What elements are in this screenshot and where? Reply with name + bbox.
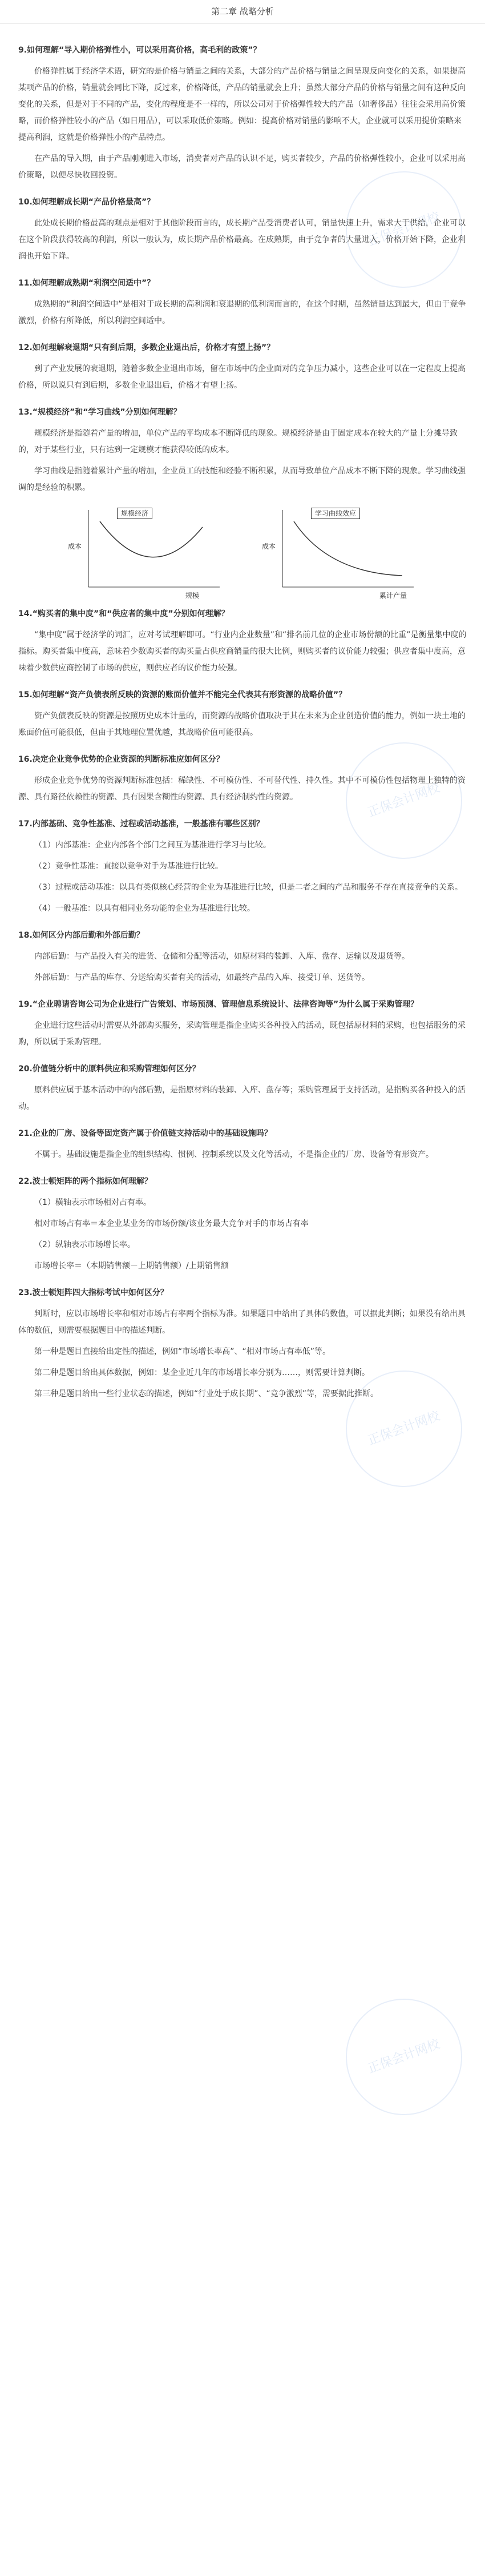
question-heading: 15.如何理解“资产负债表所反映的资源的账面价值并不能完全代表其有形资源的战略价值”？ <box>18 690 347 700</box>
figure-x-label: 规模 <box>185 592 200 600</box>
figure-x-label: 累计产量 <box>379 592 407 600</box>
question-heading: 20.价值链分析中的原料供应和采购管理如何区分？ <box>18 1064 200 1074</box>
answer-paragraph: 原料供应属于基本活动中的内部后勤，是指原材料的装卸、入库、盘存等；采购管理属于支持活动，是指购买各种投入的活动。 <box>18 1086 466 1111</box>
figure-y-label: 成本 <box>68 542 82 550</box>
question-heading: 14.“购买者的集中度”和“供应者的集中度”分别如何理解？ <box>18 609 229 618</box>
answer-paragraph: 第三种是题目给出一些行业状态的描述，例如“行业处于成长期”、“竞争激烈”等，需要据此推断。 <box>34 1389 379 1398</box>
watermark: 正保会计网校 <box>329 1354 478 1503</box>
answer-paragraph: “集中度”属于经济学的词汇，应对考试理解即可。“行业内企业数量”和“排名前几位的企业市场份额的比重”是衡量集中度的指标。购买者集中度高，意味着少数购买者的购买量占供应商销量的很大比例，则购买者的议价能力较强；供应者集中度高，意味着少数供应商控制了市场的供应，则供应者的议价能力较强。 <box>18 630 467 673</box>
question-heading: 13.“规模经济”和“学习曲线”分别如何理解？ <box>18 408 181 417</box>
question-heading: 19.“企业聘请咨询公司为企业进行广告策划、市场预测、管理信息系统设计、法律咨询等”为什么属于采购管理？ <box>18 1000 419 1009</box>
answer-paragraph: 市场增长率＝（本期销售额－上期销售额）/上期销售额 <box>34 1261 229 1271</box>
page-header <box>0 0 485 23</box>
answer-paragraph: 资产负债表反映的资源是按照历史成本计量的，而资源的战略价值取决于其在未来为企业创造价值的能力，例如一块土地的账面价值可能很低，但由于其地理位置优越，其战略价值可能很高。 <box>18 712 466 737</box>
economies-figure <box>18 504 467 600</box>
question-heading: 10.如何理解成长期“产品价格最高”？ <box>18 198 155 207</box>
answer-paragraph: 在产品的导入期，由于产品刚刚进入市场，消费者对产品的认识不足，购买者较少，产品的价格弹性较小，企业可以采用高价策略，以便尽快收回投资。 <box>18 154 466 180</box>
answer-paragraph: 规模经济是指随着产量的增加，单位产品的平均成本不断降低的现象。规模经济是由于固定成本在较大的产量上分摊导致的，对于某些行业，只有达到一定规模才能获得较低的成本。 <box>18 429 458 455</box>
learning-curve-chart <box>260 504 419 600</box>
question-heading: 9.如何理解“导入期价格弹性小，可以采用高价格，高毛利的政策”？ <box>18 46 261 55</box>
answer-paragraph: 企业进行这些活动时需要从外部购买服务，采购管理是指企业购买各种投入的活动，既包括原材料的采购，也包括服务的采购，所以属于采购管理。 <box>18 1021 466 1047</box>
answer-paragraph: 第二种是题目给出具体数据，例如：某企业近几年的市场增长率分别为……，则需要计算判断。 <box>34 1368 370 1377</box>
question-heading: 18.如何区分内部后勤和外部后勤？ <box>18 931 144 940</box>
watermark: 正保会计网校 <box>329 726 478 875</box>
answer-paragraph: 形成企业竞争优势的资源判断标准包括：稀缺性、不可模仿性、不可替代性、持久性。其中不可模仿性包括物理上独特的资源、具有路径依赖性的资源、具有因果含糊性的资源、具有经济制约性的资源。 <box>18 776 466 802</box>
question-heading: 16.决定企业竞争优势的企业资源的判断标准应如何区分？ <box>18 755 224 764</box>
answer-paragraph: 到了产业发展的衰退期，随着多数企业退出市场，留在市场中的企业面对的竞争压力减小，这些企业可以在一定程度上提高价格，所以说只有到后期，多数企业退出后，价格才有望上扬。 <box>18 364 466 390</box>
question-heading: 22.波士顿矩阵的两个指标如何理解？ <box>18 1177 152 1186</box>
watermark: 正保会计网校 <box>329 1982 478 2131</box>
figure-box-label: 学习曲线效应 <box>311 508 360 519</box>
answer-paragraph: 价格弹性属于经济学术语，研究的是价格与销量之间的关系，大部分的产品价格与销量之间呈现反向变化的关系，如果提高某项产品的价格，销量就会同比下降，反过来，价格降低，产品的销量就会上升；虽然大部分产品的价格与销量之间有这种反向变化的关系，但是对于不同的产品，变化的程度是不一样的，所以公司对于价格弹性较大的产品（如奢侈品）往往会采用高价策略，而价格弹性较小的产品（如日用品），可以采取低价策略。例如：提高价格对销量的影响不大，企业就可以采用提价策略来提高利润，这就是价格弹性小的产品特点。 <box>18 67 466 142</box>
answer-paragraph: 内部后勤：与产品投入有关的进货、仓储和分配等活动，如原材料的装卸、入库、盘存、运输以及退货等。 <box>34 952 410 961</box>
answer-paragraph: （3）过程或活动基准：以具有类似核心经营的企业为基准进行比较，但是二者之间的产品和服务不存在直接竞争的关系。 <box>34 883 463 892</box>
answer-paragraph: （4）一般基准：以具有相同业务功能的企业为基准进行比较。 <box>34 904 255 913</box>
question-heading: 17.内部基础、竞争性基准、过程或活动基准，一般基准有哪些区别？ <box>18 819 264 829</box>
answer-paragraph: （2）竞争性基准：直接以竞争对手为基准进行比较。 <box>34 862 223 871</box>
answer-paragraph: 学习曲线是指随着累计产量的增加，企业员工的技能和经验不断积累，从而导致单位产品成本不断下降的现象。学习曲线强调的是经验的积累。 <box>18 467 466 492</box>
answer-paragraph: 不属于。基础设施是指企业的组织结构、惯例、控制系统以及文化等活动，不是指企业的厂房、设备等有形资产。 <box>34 1150 434 1159</box>
page-title: 第二章 战略分析 <box>211 6 274 17</box>
document-body <box>18 32 467 1407</box>
economies-of-scale-chart <box>66 504 225 600</box>
question-heading: 21.企业的厂房、设备等固定资产属于价值链支持活动中的基础设施吗？ <box>18 1129 272 1138</box>
answer-paragraph: 成熟期的“利润空间适中”是相对于成长期的高利润和衰退期的低利润而言的，在这个时期，虽然销量达到最大，但由于竞争激烈，价格有所降低，所以利润空间适中。 <box>18 300 466 325</box>
answer-paragraph: 判断时，应以市场增长率和相对市场占有率两个指标为准。如果题目中给出了具体的数值，可以据此判断；如果没有给出具体的数值，则需要根据题目中的描述判断。 <box>18 1309 466 1335</box>
answer-paragraph: 外部后勤：与产品的库存、分送给购买者有关的活动，如最终产品的入库、接受订单、送货等。 <box>34 973 370 982</box>
question-heading: 23.波士顿矩阵四大指标考试中如何区分？ <box>18 1288 168 1297</box>
question-heading: 12.如何理解衰退期“只有到后期，多数企业退出后，价格才有望上扬”？ <box>18 343 275 352</box>
answer-paragraph: （2）纵轴表示市场增长率。 <box>34 1240 135 1249</box>
answer-paragraph: 第一种是题目直接给出定性的描述，例如“市场增长率高”、“相对市场占有率低”等。 <box>34 1347 331 1356</box>
answer-paragraph: （1）横轴表示市场相对占有率。 <box>34 1198 151 1207</box>
answer-paragraph: （1）内部基准：企业内部各个部门之间互为基准进行学习与比较。 <box>34 841 271 850</box>
question-heading: 11.如何理解成熟期“利润空间适中”？ <box>18 279 155 288</box>
answer-paragraph: 相对市场占有率＝本企业某业务的市场份额/该业务最大竞争对手的市场占有率 <box>34 1219 309 1228</box>
answer-paragraph: 此处成长期价格最高的观点是相对于其他阶段而言的，成长期产品受消费者认可，销量快速上升，需求大于供给，企业可以在这个阶段获得较高的利润，所以一般认为，成长期产品价格最高。在成熟期，由于竞争者的大量进入，价格开始下降，企业利润也开始下降。 <box>18 219 466 261</box>
figure-box-label: 规模经济 <box>117 508 152 519</box>
watermark: 正保会计网校 <box>329 155 478 304</box>
figure-y-label: 成本 <box>262 542 276 550</box>
